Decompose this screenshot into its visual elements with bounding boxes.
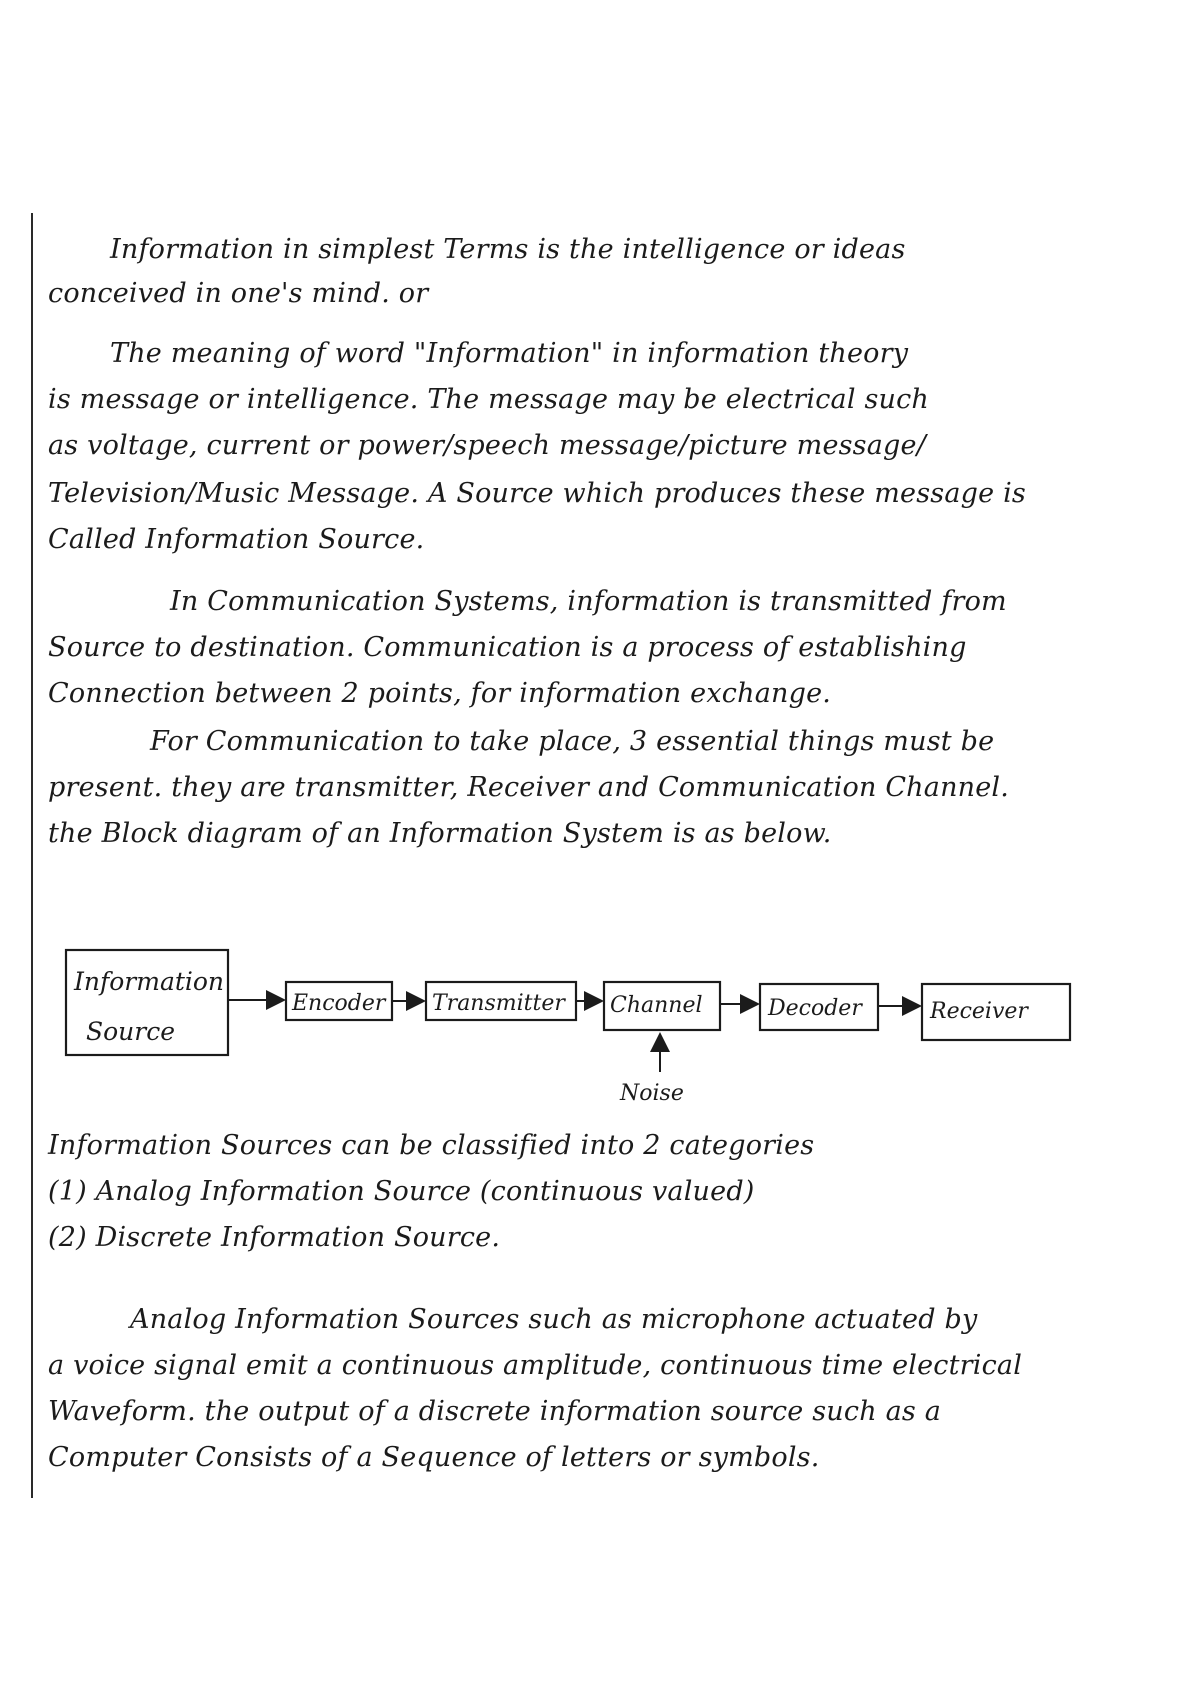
para6-line4: Computer Consists of a Sequence of letters or symbols. <box>48 1442 820 1473</box>
para6-line2: a voice signal emit a continuous amplitude, continuous time electrical <box>48 1350 1023 1381</box>
information-source-label-line1: Information <box>74 967 225 996</box>
para6-line3: Waveform. the output of a discrete information source such as a <box>48 1396 942 1427</box>
para3-line1: In Communication Systems, information is transmitted from <box>170 586 1007 617</box>
para3-line3: Connection between 2 points, for information exchange. <box>48 678 832 709</box>
para2-line2: is message or intelligence. The message may be electrical such <box>48 384 930 415</box>
para5-line3: (2) Discrete Information Source. <box>48 1222 501 1253</box>
para2-line3: as voltage, current or power/speech message/picture message/ <box>48 430 926 461</box>
para4-line1: For Communication to take place, 3 essential things must be <box>150 726 995 757</box>
transmitter-label: Transmitter <box>432 991 565 1016</box>
encoder-label: Encoder <box>292 991 386 1016</box>
para6-line1: Analog Information Sources such as microphone actuated by <box>130 1304 978 1335</box>
noise-label: Noise <box>620 1081 684 1106</box>
receiver-label: Receiver <box>930 999 1028 1024</box>
para4-line3: the Block diagram of an Information System is as below. <box>48 818 832 849</box>
para1-line2: conceived in one's mind. or <box>48 278 429 309</box>
para1-line1: Information in simplest Terms is the intelligence or ideas <box>110 234 906 265</box>
para5-line2: (1) Analog Information Source (continuous valued) <box>48 1176 755 1207</box>
para2-line5: Called Information Source. <box>48 524 425 555</box>
para5-line1: Information Sources can be classified into 2 categories <box>48 1130 815 1161</box>
para4-line2: present. they are transmitter, Receiver and Communication Channel. <box>48 772 1010 803</box>
decoder-label: Decoder <box>768 996 862 1021</box>
para2-line1: The meaning of word "Information" in information theory <box>110 338 909 369</box>
channel-label: Channel <box>610 993 703 1018</box>
information-source-label-line2: Source <box>86 1017 176 1046</box>
para2-line4: Television/Music Message. A Source which produces these message is <box>48 478 1026 509</box>
para3-line2: Source to destination. Communication is a process of establishing <box>48 632 967 663</box>
